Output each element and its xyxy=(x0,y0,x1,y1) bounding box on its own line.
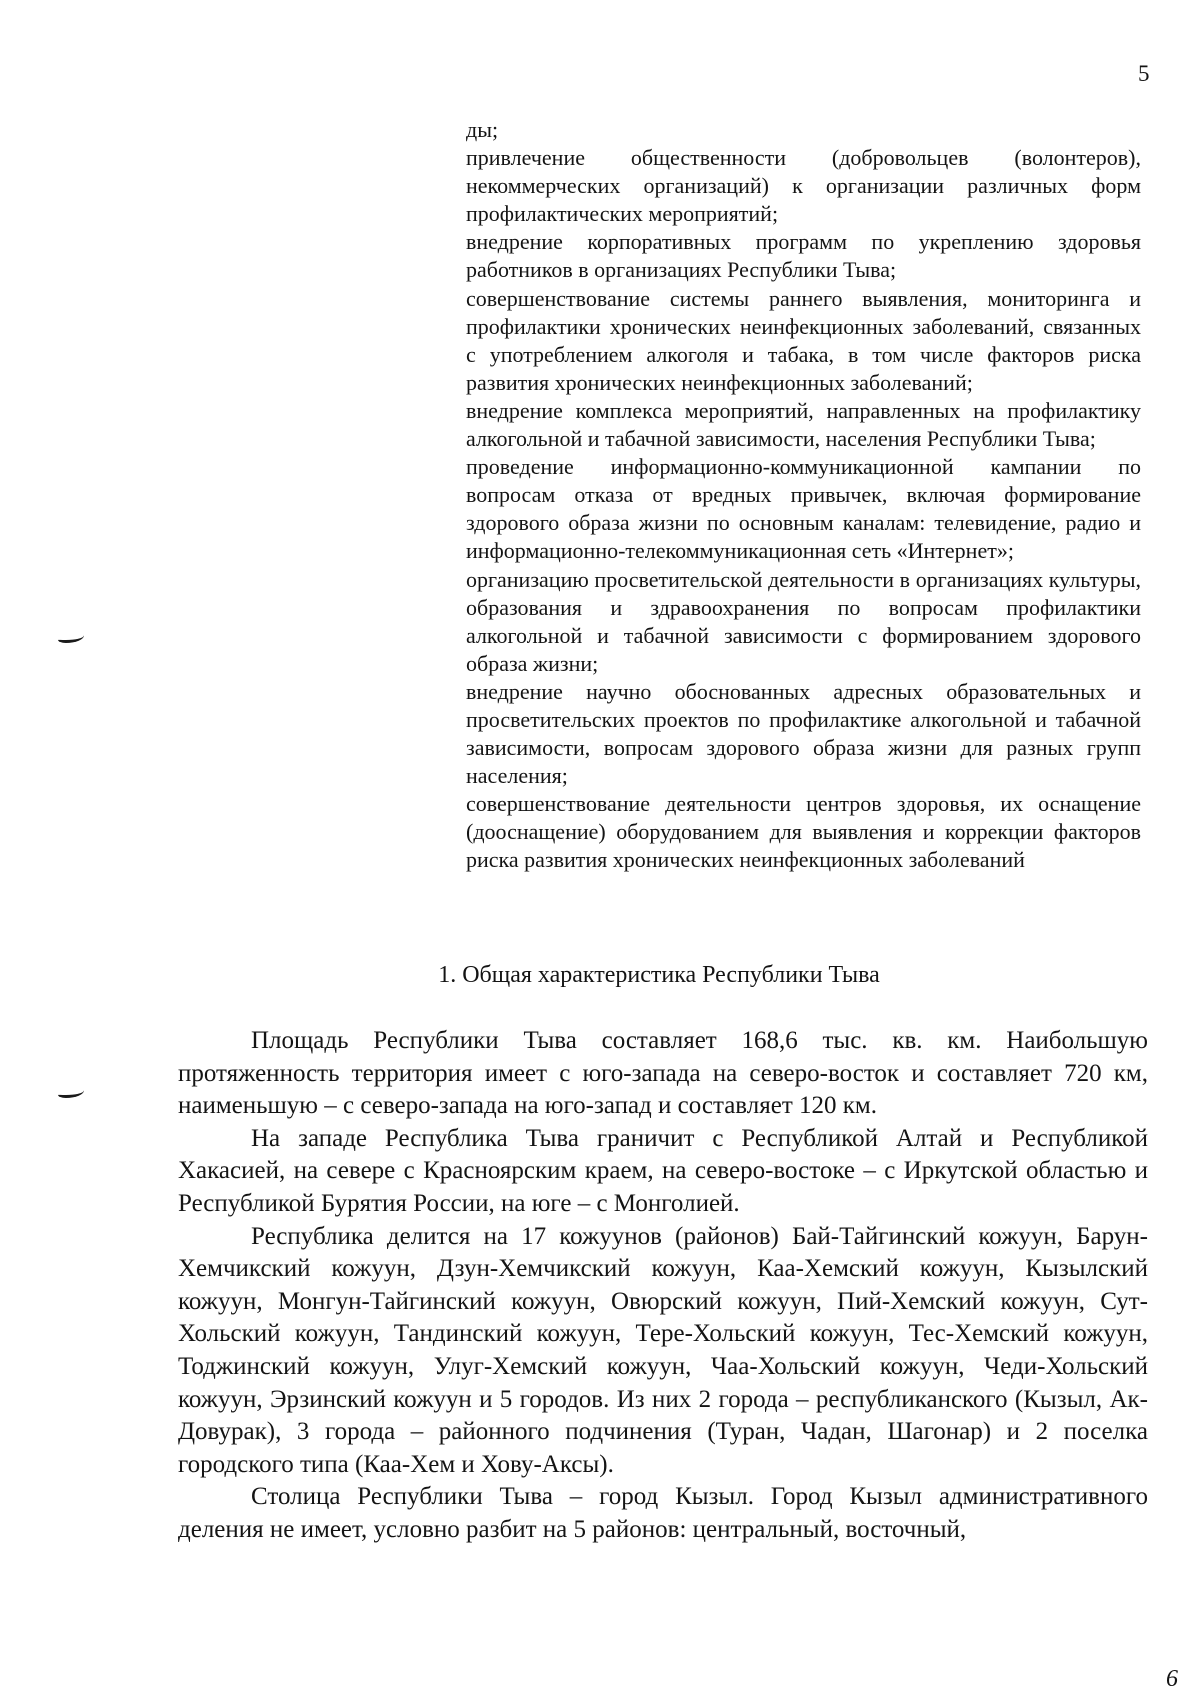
paragraph: Республика делится на 17 кожуунов (районов) Бай-Тайгинский кожуун, Барун-Хемчикский кожуун, Дзун-Хемчикский кожуун, Каа-Хемский кожуун, Кызылский кожуун, Монгун-Тайгинский кожуун, Овюрский кожуун, Пий-Хемский кожуун, Сут-Хольский кожуун, Тандинский кожуун, Тере-Хольский кожуун, Тес-Хемский кожуун, Тоджинский кожуун, Улуг-Хемский кожуун, Чаа-Хольский кожуун, Чеди-Хольский кожуун, Эрзинский кожуун и 5 городов. Из них 2 города – республиканского (Кызыл, Ак-Довурак), 3 города – районного подчинения (Туран, Чадан, Шагонар) и 2 поселка городского типа (Каа-Хем и Хову-Аксы). xyxy=(178,1222,1148,1478)
list-item: организацию просветительской деятельности в организациях культуры, образования и здравоохранения по вопросам профилактики алкогольной и табачной зависимости с формированием здорового образа жизни; xyxy=(466,566,1141,676)
list-item: ды; xyxy=(466,117,499,142)
section-body xyxy=(178,1025,1148,1547)
list-item: внедрение научно обоснованных адресных образовательных и просветительских проектов по профилактике алкогольной и табачной зависимости, вопросам здорового образа жизни для разных групп населения; xyxy=(466,678,1141,789)
paragraph: Столица Республики Тыва – город Кызыл. Город Кызыл административного деления не имеет, условно разбит на 5 районов: центральный, восточный, xyxy=(178,1483,1148,1543)
activity-list xyxy=(466,116,1141,875)
next-page-mark: 6 xyxy=(1166,1666,1178,1692)
list-item: внедрение комплекса мероприятий, направленных на профилактику алкогольной и табачной зависимости, населения Республики Тыва; xyxy=(466,397,1141,452)
list-item: совершенствование системы раннего выявления, мониторинга и профилактики хронических неинфекционных заболеваний, связанных с употреблением алкоголя и табака, в том числе факторов риска развития хронических неинфекционных заболеваний; xyxy=(466,285,1141,395)
list-item: совершенствование деятельности центров здоровья, их оснащение (дооснащение) оборудованием для выявления и коррекции факторов риска развития хронических неинфекционных заболеваний xyxy=(466,791,1141,873)
page-number: 5 xyxy=(1138,61,1150,86)
paragraph: На западе Республика Тыва граничит с Республикой Алтай и Республикой Хакасией, на севере с Красноярским краем, на северо-востоке – с Иркутской областью и Республикой Бурятия России, на юге – с Монголией. xyxy=(178,1124,1148,1217)
list-item: проведение информационно-коммуникационной кампании по вопросам отказа от вредных привычек, включая формирование здорового образа жизни по основным каналам: телевидение, радио и информационно-телекоммуникационная сеть «Интернет»; xyxy=(466,454,1141,564)
paragraph: Площадь Республики Тыва составляет 168,6 тыс. кв. км. Наибольшую протяженность территория имеет с юго-запада на северо-восток и составляет 720 км, наименьшую – с северо-запада на юго-запад и составляет 120 км. xyxy=(178,1027,1148,1120)
list-item: привлечение общественности (добровольцев (волонтеров), некоммерческих организаций) к организации различных форм профилактических мероприятий; xyxy=(466,145,1141,227)
list-item: внедрение корпоративных программ по укреплению здоровья работников в организациях Республики Тыва; xyxy=(466,229,1141,283)
punch-hole-mark xyxy=(58,632,84,643)
punch-hole-mark xyxy=(58,1087,84,1098)
section-heading: 1. Общая характеристика Республики Тыва xyxy=(438,962,880,988)
